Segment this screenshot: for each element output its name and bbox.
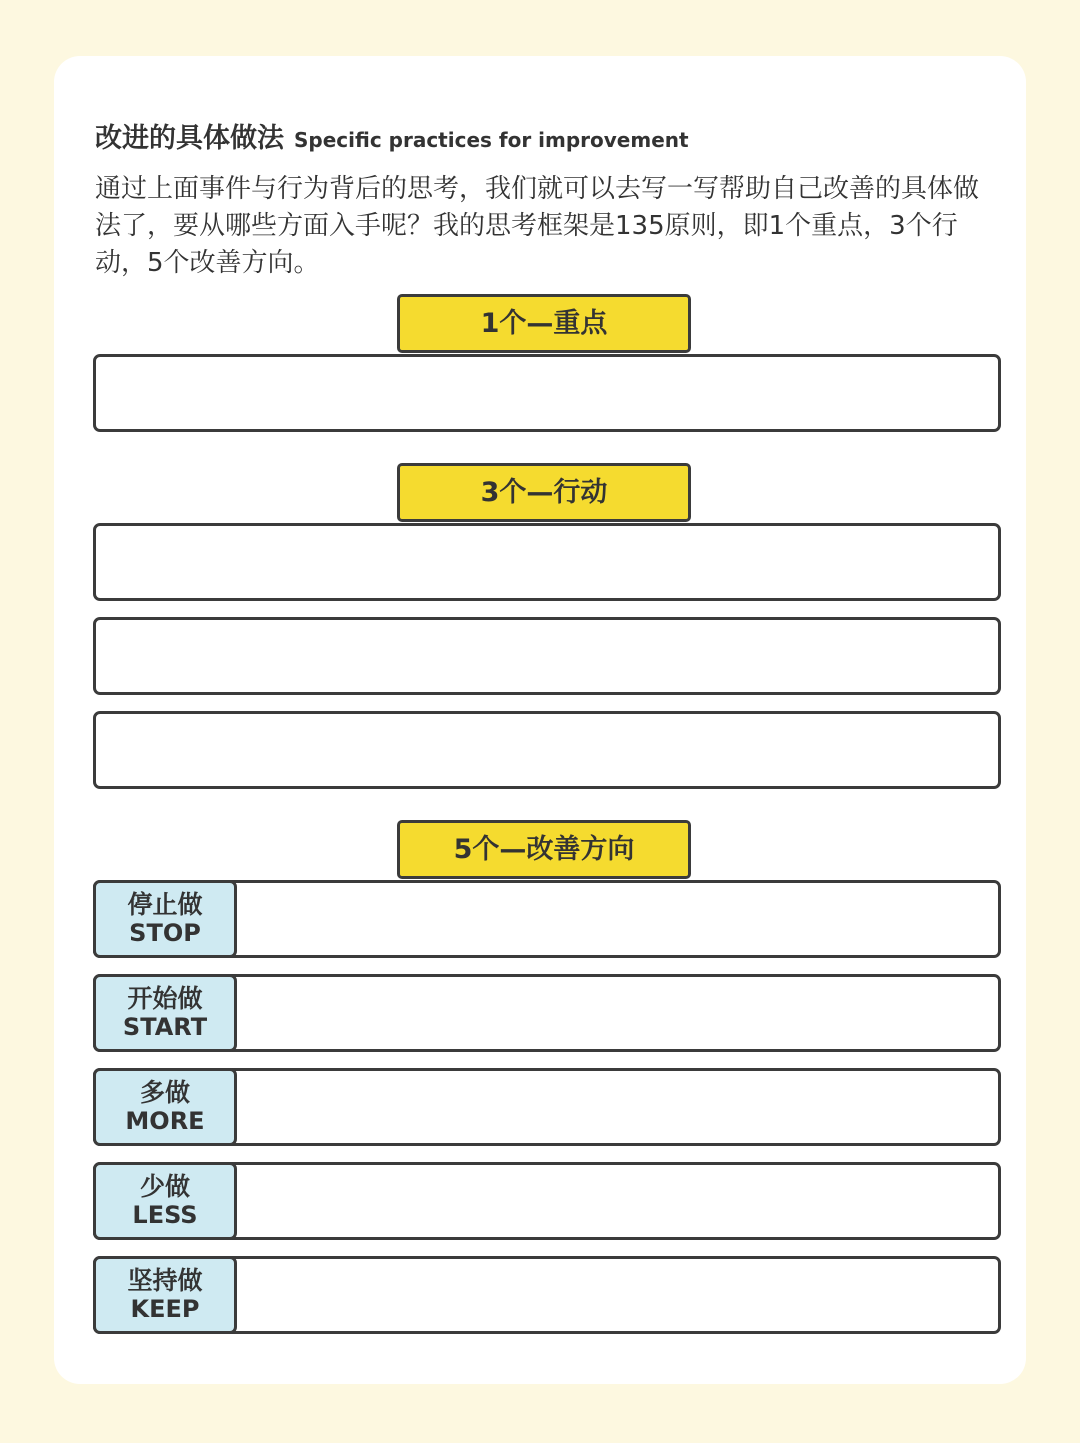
- direction-tag-zh: 多做: [139, 1078, 190, 1107]
- section-label-directions: 5个—改善方向: [397, 820, 691, 879]
- direction-row-more[interactable]: [93, 1068, 1001, 1146]
- title-chinese: 改进的具体做法: [95, 123, 284, 154]
- title-english: Specific practices for improvement: [294, 128, 689, 152]
- focus-input-box[interactable]: [93, 354, 1001, 432]
- direction-tag-less: [93, 1162, 237, 1240]
- page-title: [95, 116, 689, 155]
- direction-tag-en: MORE: [125, 1107, 205, 1135]
- intro-paragraph: 通过上面事件与行为背后的思考，我们就可以去写一写帮助自己改善的具体做法了，要从哪些方面入手呢？我的思考框架是135原则，即1个重点，3个行动，5个改善方向。: [95, 174, 980, 278]
- direction-tag-en: START: [122, 1013, 208, 1041]
- direction-tag-zh: 坚持做: [127, 1266, 203, 1295]
- direction-tag-en: KEEP: [130, 1295, 200, 1323]
- action-input-box-1[interactable]: [93, 523, 1001, 601]
- direction-row-start[interactable]: [93, 974, 1001, 1052]
- direction-row-keep[interactable]: [93, 1256, 1001, 1334]
- action-input-box-2[interactable]: [93, 617, 1001, 695]
- direction-row-stop[interactable]: [93, 880, 1001, 958]
- direction-tag-zh: 少做: [139, 1172, 190, 1201]
- direction-row-less[interactable]: [93, 1162, 1001, 1240]
- direction-tag-en: STOP: [129, 919, 201, 947]
- direction-tag-zh: 开始做: [127, 984, 203, 1013]
- direction-tag-en: LESS: [132, 1201, 198, 1229]
- direction-tag-stop: [93, 880, 237, 958]
- direction-tag-more: [93, 1068, 237, 1146]
- direction-tag-keep: [93, 1256, 237, 1334]
- section-label-actions: 3个—行动: [397, 463, 691, 522]
- direction-tag-zh: 停止做: [127, 890, 203, 919]
- action-input-box-3[interactable]: [93, 711, 1001, 789]
- direction-tag-start: [93, 974, 237, 1052]
- section-label-focus: 1个—重点: [397, 294, 691, 353]
